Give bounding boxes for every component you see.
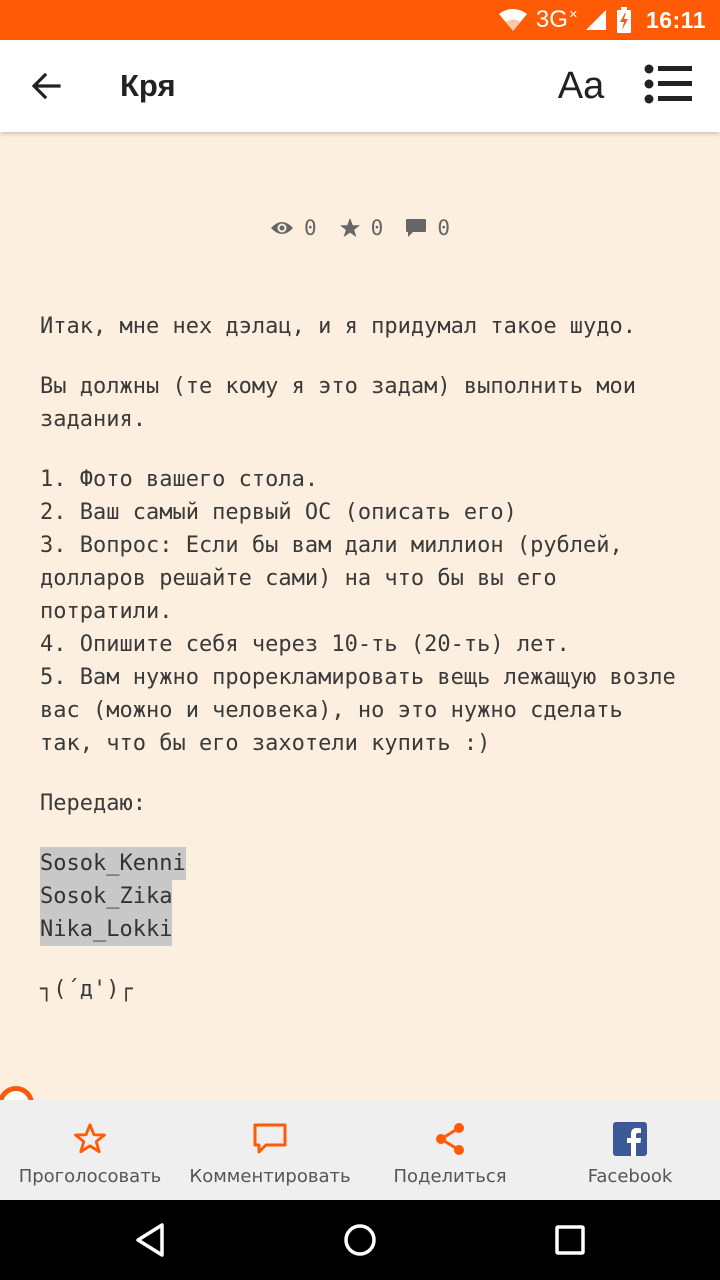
contents-button[interactable] [644, 64, 702, 108]
views-stat [270, 216, 317, 240]
back-button[interactable] [18, 62, 74, 110]
square-recents-icon [548, 1218, 592, 1262]
toolbar [0, 40, 720, 132]
comment-outline-icon [252, 1122, 288, 1156]
action-bar [0, 1100, 720, 1200]
font-size-button[interactable]: Aa [557, 65, 605, 107]
views-count: 0 [304, 216, 317, 240]
nav-recents-button[interactable] [548, 1218, 592, 1262]
paragraph: Вы должны (те кому я это задам) выполнить мои задания. [40, 374, 650, 432]
comments-count: 0 [437, 216, 450, 240]
post-body [40, 310, 680, 1033]
comment-icon [405, 218, 427, 238]
vote-button[interactable] [0, 1100, 180, 1200]
task-list: 1. Фото вашего стола. 2. Ваш самый первый ОС (описать его) 3. Вопрос: Если бы вам дали миллион (рублей, долларов решайте сами) на что бы вы его потратили. 4. Опишите себя через 10-ть (20-ть) лет. 5. Вам нужно прорекламировать вещь лежащую возле вас (можно и человека), но это нужно сделать так, что бы его захотели купить :) [40, 467, 676, 756]
emoticon: ┐(´д')┌ [40, 977, 133, 1002]
circle-home-icon [338, 1218, 382, 1262]
arrow-left-icon [31, 73, 61, 99]
wifi-icon [498, 8, 528, 32]
facebook-icon [613, 1122, 647, 1156]
battery-charging-icon [616, 7, 632, 33]
triangle-back-icon [128, 1218, 172, 1262]
vote-label: Проголосовать [18, 1166, 162, 1187]
facebook-button[interactable] [540, 1100, 720, 1200]
mentions-list [40, 847, 680, 946]
share-label: Поделиться [393, 1166, 507, 1187]
list-icon [644, 64, 694, 104]
nav-home-button[interactable] [338, 1218, 382, 1262]
paragraph: Передаю: [40, 791, 146, 816]
user-mention[interactable]: Sosok_Kenni [40, 847, 186, 880]
signal-icon [584, 8, 608, 32]
eye-icon [270, 220, 294, 236]
star-icon [339, 217, 361, 239]
user-mention[interactable]: Nika_Lokki [40, 913, 172, 946]
post-stats [0, 212, 720, 244]
star-outline-icon [73, 1122, 107, 1156]
comment-button[interactable] [180, 1100, 360, 1200]
share-icon [433, 1122, 467, 1156]
nav-back-button[interactable] [128, 1218, 172, 1262]
navigation-bar [0, 1200, 720, 1280]
network-type: 3G ✕ [535, 6, 578, 33]
page-title: Кря [120, 68, 176, 103]
comments-stat [405, 216, 450, 240]
stars-count: 0 [370, 216, 384, 240]
status-bar [0, 0, 720, 40]
stars-stat [339, 216, 384, 240]
paragraph: Итак, мне нех дэлац, и я придумал такое шудо. [40, 314, 637, 339]
facebook-label: Facebook [587, 1166, 673, 1187]
comment-label: Комментировать [189, 1166, 351, 1187]
share-button[interactable] [360, 1100, 540, 1200]
user-mention[interactable]: Sosok_Zika [40, 880, 172, 913]
clock: 16:11 [645, 6, 706, 33]
